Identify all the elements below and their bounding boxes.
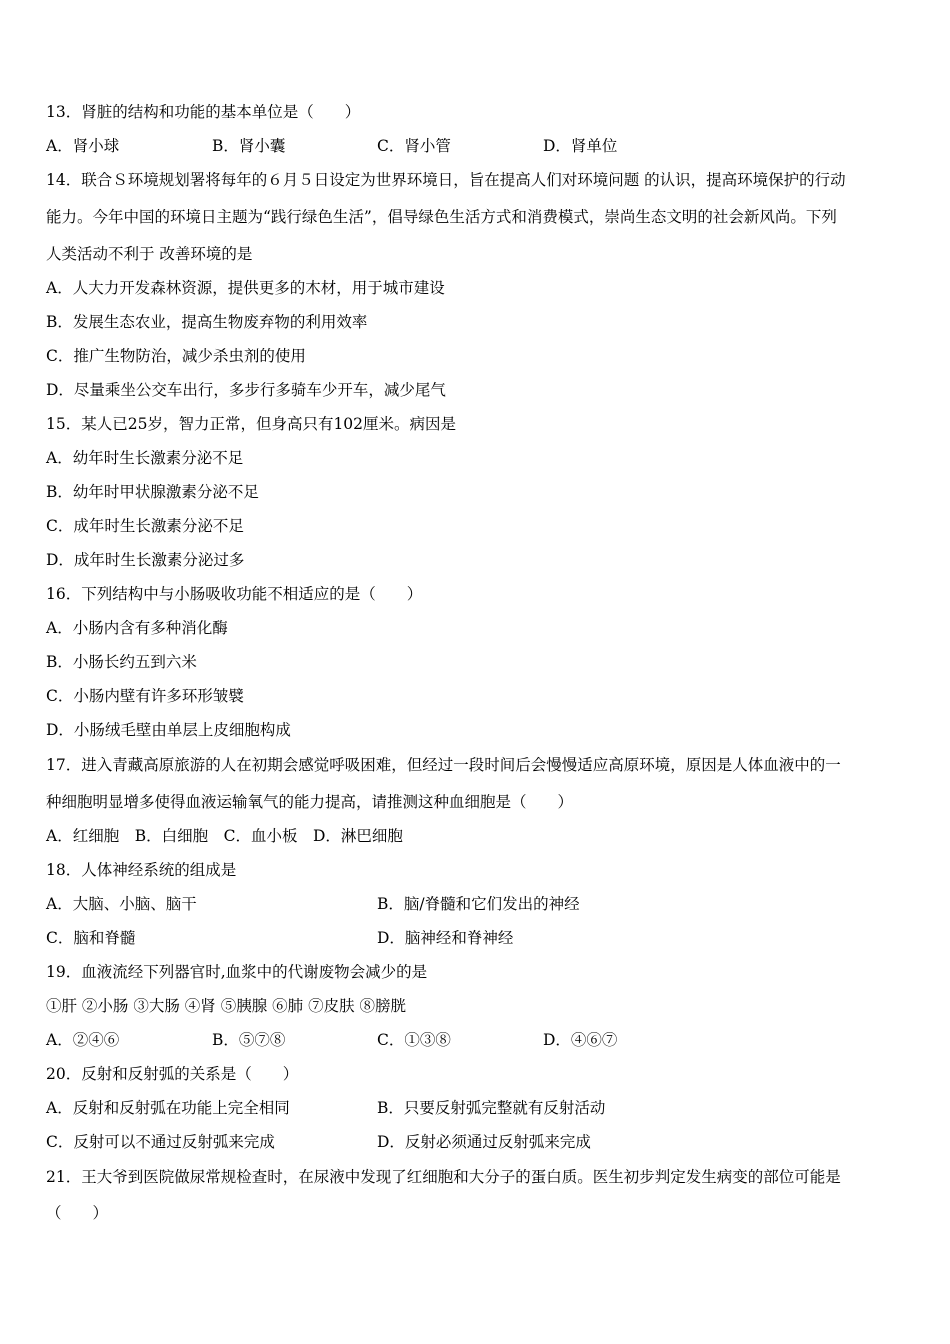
q20-option-b: B．只要反射弧完整就有反射活动 xyxy=(377,1099,606,1117)
q13-stem: 13．肾脏的结构和功能的基本单位是（ ） xyxy=(46,103,361,121)
q13-option-a: A．肾小球 xyxy=(46,137,120,155)
q19-stem: 19．血液流经下列器官时,血浆中的代谢废物会减少的是 xyxy=(46,963,428,981)
q21-stem-line1: 21．王大爷到医院做尿常规检查时，在尿液中发现了红细胞和大分子的蛋白质。医生初步判定发生病变的部位可能是 xyxy=(46,1168,841,1186)
q16-option-c: C．小肠内壁有许多环形皱襞 xyxy=(46,687,244,705)
q18-option-c: C．脑和脊髓 xyxy=(46,929,136,947)
q17-stem-line2: 种细胞明显增多使得血液运输氧气的能力提高，请推测这种血细胞是（ ） xyxy=(46,793,574,811)
q16-option-b: B．小肠长约五到六米 xyxy=(46,653,197,671)
q15-stem: 15．某人已25岁，智力正常，但身高只有102厘米。病因是 xyxy=(46,415,457,433)
q15-option-a: A．幼年时生长激素分泌不足 xyxy=(46,449,244,467)
q18-stem: 18．人体神经系统的组成是 xyxy=(46,861,237,879)
q19-option-d: D．④⑥⑦ xyxy=(543,1031,618,1049)
q13-option-b: B．肾小囊 xyxy=(212,137,286,155)
q18-option-d: D．脑神经和脊神经 xyxy=(377,929,514,947)
q14-option-a: A．人大力开发森林资源，提供更多的木材，用于城市建设 xyxy=(46,279,445,297)
q20-option-a: A．反射和反射弧在功能上完全相同 xyxy=(46,1099,290,1117)
q21-stem-line2: （ ） xyxy=(46,1204,109,1222)
q15-option-d: D．成年时生长激素分泌过多 xyxy=(46,551,245,569)
q14-option-b: B．发展生态农业，提高生物废弃物的利用效率 xyxy=(46,313,368,331)
q16-stem: 16．下列结构中与小肠吸收功能不相适应的是（ ） xyxy=(46,585,423,603)
q20-option-d: D．反射必须通过反射弧来完成 xyxy=(377,1133,591,1151)
q14-option-c: C．推广生物防治，减少杀虫剂的使用 xyxy=(46,347,306,365)
q14-stem-line3: 人类活动不利于 改善环境的是 xyxy=(46,245,253,263)
q19-items: ①肝 ②小肠 ③大肠 ④肾 ⑤胰腺 ⑥肺 ⑦皮肤 ⑧膀胱 xyxy=(46,997,406,1015)
q17-options: A．红细胞 B．白细胞 C．血小板 D．淋巴细胞 xyxy=(46,827,403,845)
q14-stem-line1: 14．联合Ｓ环境规划署将每年的６月５日设定为世界环境日，旨在提高人们对环境问题 的认识，提高环境保护的行动 xyxy=(46,171,846,189)
q17-stem-line1: 17．进入青藏高原旅游的人在初期会感觉呼吸困难，但经过一段时间后会慢慢适应高原环境，原因是人体血液中的一 xyxy=(46,756,841,774)
q15-option-b: B．幼年时甲状腺激素分泌不足 xyxy=(46,483,259,501)
q20-stem: 20．反射和反射弧的关系是（ ） xyxy=(46,1065,299,1083)
q14-option-d: D．尽量乘坐公交车出行，多步行多骑车少开车，减少尾气 xyxy=(46,381,446,399)
q20-option-c: C．反射可以不通过反射弧来完成 xyxy=(46,1133,275,1151)
q19-option-a: A．②④⑥ xyxy=(46,1031,120,1049)
q18-option-b: B．脑/脊髓和它们发出的神经 xyxy=(377,895,580,913)
q15-option-c: C．成年时生长激素分泌不足 xyxy=(46,517,244,535)
q19-option-b: B．⑤⑦⑧ xyxy=(212,1031,286,1049)
q13-option-d: D．肾单位 xyxy=(543,137,618,155)
q18-option-a: A．大脑、小脑、脑干 xyxy=(46,895,197,913)
q16-option-d: D．小肠绒毛壁由单层上皮细胞构成 xyxy=(46,721,291,739)
q19-option-c: C．①③⑧ xyxy=(377,1031,451,1049)
q14-stem-line2: 能力。今年中国的环境日主题为“践行绿色生活”，倡导绿色生活方式和消费模式，崇尚生态文明的社会新风尚。下列 xyxy=(46,208,837,226)
q16-option-a: A．小肠内含有多种消化酶 xyxy=(46,619,228,637)
q13-option-c: C．肾小管 xyxy=(377,137,451,155)
